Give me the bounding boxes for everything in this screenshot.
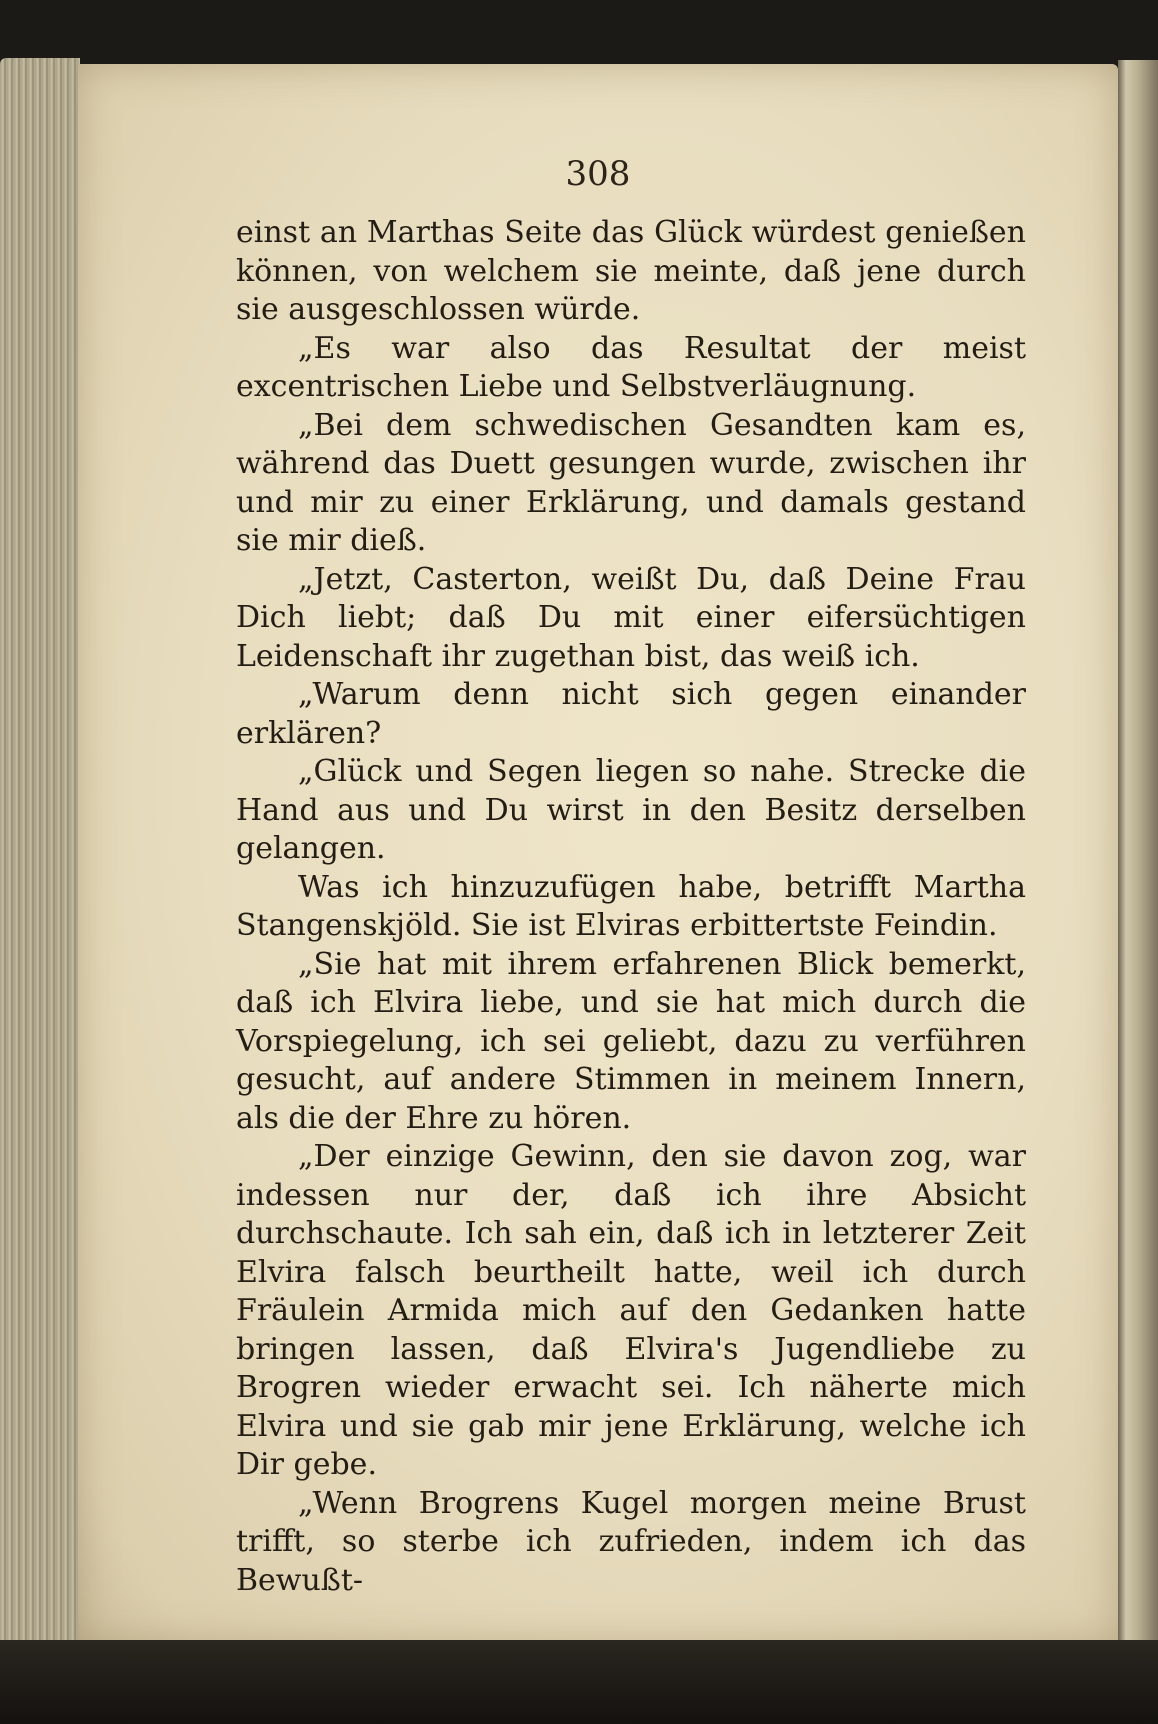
paragraph: „Sie hat mit ihrem erfahrenen Blick bemerkt, daß ich Elvira liebe, und sie hat mich durch die Vorspiegelung, ich sei geliebt, dazu zu verführen gesucht, auf andere Stimmen in meinem Innern, als die der Ehre zu hören.: [236, 946, 1026, 1136]
paragraph: „Bei dem schwedischen Gesandten kam es, während das Duett gesungen wurde, zwischen ihr und mir zu einer Erklärung, und damals gestand sie mir dieß.: [236, 407, 1026, 558]
paragraph: „Wenn Brogrens Kugel morgen meine Brust trifft, so sterbe ich zufrieden, indem ich das Bewußt-: [236, 1485, 1026, 1598]
paragraph: „Glück und Segen liegen so nahe. Strecke die Hand aus und Du wirst in den Besitz derselben gelangen.: [236, 754, 1026, 866]
paragraph: Was ich hinzuzufügen habe, betrifft Martha Stangenskjöld. Sie ist Elviras erbittertste Feindin.: [236, 869, 1026, 943]
paragraph: „Der einzige Gewinn, den sie davon zog, war indessen nur der, daß ich ihre Absicht durchschaute. Ich sah ein, daß ich in letzterer Zeit Elvira falsch beurtheilt hatte, weil ich durch Fräulein Armida mich auf den Gedanken hatte bringen lassen, daß Elvira's Jugendliebe zu Brogren wieder erwacht sei. Ich näherte mich Elvira und sie gab mir jene Erklärung, welche ich Dir gebe.: [236, 1139, 1026, 1482]
page-text: [236, 214, 1026, 1600]
book-page-edges: [0, 58, 80, 1658]
book-binding-edge: [1118, 60, 1158, 1660]
paragraph: „Warum denn nicht sich gegen einander erklären?: [236, 677, 1026, 751]
paragraph: einst an Marthas Seite das Glück würdest genießen können, von welchem sie meinte, daß jene durch sie ausgeschlossen würde.: [236, 215, 1026, 327]
paragraph: „Es war also das Resultat der meist excentrischen Liebe und Selbstverläugnung.: [236, 330, 1026, 404]
paragraph: „Jetzt, Casterton, weißt Du, daß Deine Frau Dich liebt; daß Du mit einer eifersüchtigen Leidenschaft ihr zugethan bist, das weiß ich.: [236, 561, 1026, 674]
scan-bottom-shadow: [0, 1640, 1158, 1724]
book-page: [78, 64, 1118, 1644]
page-number: 308: [565, 154, 631, 194]
